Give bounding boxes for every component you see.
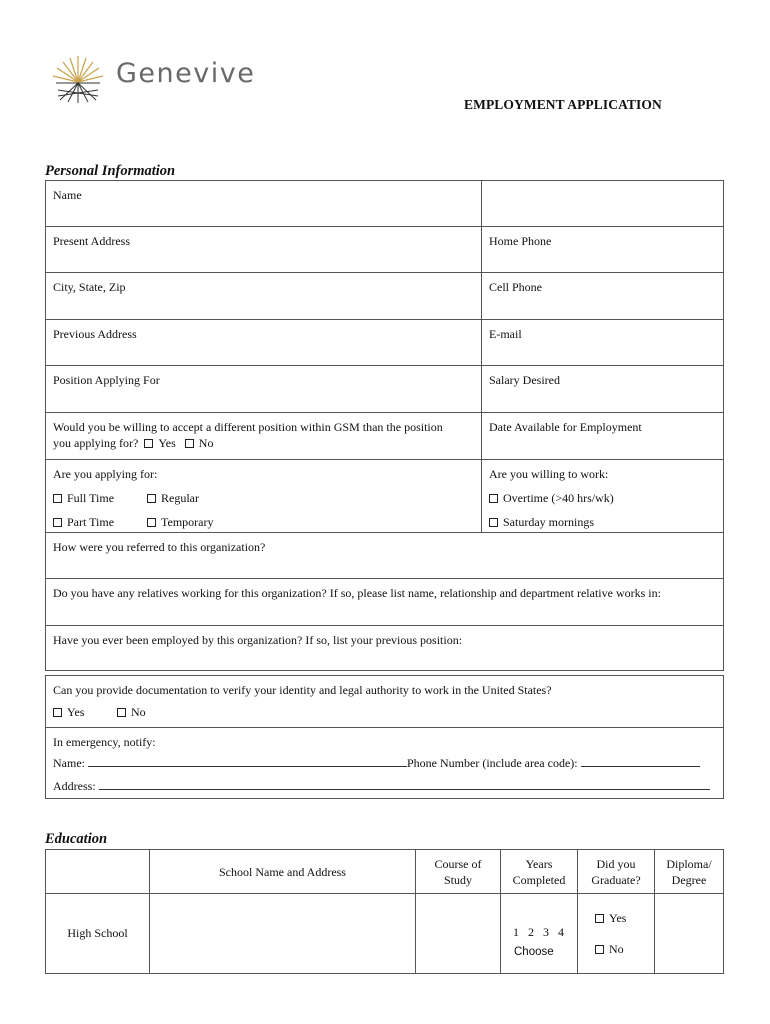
home-phone-field[interactable] <box>482 227 723 273</box>
regular-option[interactable] <box>147 490 199 506</box>
high-school-years-cell[interactable] <box>501 894 578 973</box>
referred-label: How were you referred to this organization? <box>53 540 266 554</box>
part-time-checkbox[interactable] <box>53 518 62 527</box>
graduate-no-label: No <box>609 942 624 956</box>
full-time-checkbox[interactable] <box>53 494 62 503</box>
legal-authority-cell <box>46 676 723 728</box>
different-position-yes-label: Yes <box>158 436 176 450</box>
legal-authority-yes-label: Yes <box>67 705 85 719</box>
emergency-label: In emergency, notify: <box>53 735 156 749</box>
emergency-name-row <box>53 755 700 771</box>
course-header-line2: Study <box>443 873 472 887</box>
willing-to-work-cell <box>482 460 723 533</box>
part-time-option[interactable] <box>53 514 114 530</box>
willing-to-work-label: Are you willing to work: <box>489 467 609 481</box>
temporary-option[interactable] <box>147 514 213 530</box>
part-time-label: Part Time <box>67 515 115 529</box>
high-school-label-cell <box>46 894 150 973</box>
saturday-checkbox[interactable] <box>489 518 498 527</box>
salary-field[interactable] <box>482 366 723 413</box>
referred-field[interactable] <box>46 533 723 579</box>
cell-phone-label: Cell Phone <box>489 280 542 294</box>
cell-phone-field[interactable] <box>482 273 723 320</box>
temporary-checkbox[interactable] <box>147 518 156 527</box>
legal-authority-no-label: No <box>131 705 146 719</box>
name-field-extra[interactable] <box>482 181 723 227</box>
overtime-label: Overtime (>40 hrs/wk) <box>503 491 614 505</box>
different-position-no-checkbox[interactable] <box>185 439 194 448</box>
emergency-address-input[interactable] <box>99 779 710 790</box>
graduate-no-checkbox[interactable] <box>595 945 604 954</box>
regular-checkbox[interactable] <box>147 494 156 503</box>
relatives-field[interactable] <box>46 579 723 626</box>
date-available-label: Date Available for Employment <box>489 420 642 434</box>
emergency-phone-input[interactable] <box>581 756 700 767</box>
document-title: EMPLOYMENT APPLICATION <box>464 97 662 112</box>
personal-info-table <box>45 180 724 671</box>
employed-before-label: Have you ever been employed by this organization? If so, list your previous position: <box>53 633 463 647</box>
graduate-header-line1: Did you <box>596 857 636 871</box>
personal-info-heading: Personal Information <box>45 163 176 179</box>
applying-for-cell <box>46 460 482 533</box>
company-logo <box>50 52 280 106</box>
high-school-diploma-input[interactable] <box>655 894 723 973</box>
different-position-cell <box>46 413 482 460</box>
diploma-header-cell <box>655 850 723 894</box>
city-state-zip-field[interactable] <box>46 273 482 320</box>
email-label: E-mail <box>489 327 522 341</box>
genevive-sunburst-icon <box>50 52 110 106</box>
years-header-line2: Completed <box>512 873 566 887</box>
overtime-checkbox[interactable] <box>489 494 498 503</box>
temporary-label: Temporary <box>161 515 214 529</box>
different-position-question-end: you applying for? <box>53 436 139 450</box>
years-header-cell <box>501 850 578 894</box>
graduate-no-option[interactable] <box>595 941 624 957</box>
legal-authority-no-checkbox[interactable] <box>117 708 126 717</box>
course-header-line1: Course of <box>434 857 482 871</box>
date-available-field[interactable] <box>482 413 723 460</box>
authority-emergency-table <box>45 675 724 799</box>
education-table <box>45 849 724 974</box>
position-field[interactable] <box>46 366 482 413</box>
email-field[interactable] <box>482 320 723 366</box>
emergency-address-row <box>53 778 710 794</box>
graduate-yes-option[interactable] <box>595 910 626 926</box>
emergency-address-label: Address: <box>53 779 96 793</box>
present-address-field[interactable] <box>46 227 482 273</box>
saturday-option[interactable] <box>489 514 594 530</box>
education-header-blank <box>46 850 150 894</box>
present-address-label: Present Address <box>53 234 130 248</box>
emergency-name-label: Name: <box>53 756 85 770</box>
previous-address-label: Previous Address <box>53 327 137 341</box>
name-label: Name <box>53 188 82 202</box>
emergency-phone-label: Phone Number (include area code): <box>407 756 578 770</box>
previous-address-field[interactable] <box>46 320 482 366</box>
education-heading: Education <box>45 831 108 847</box>
course-header-cell <box>416 850 501 894</box>
different-position-no-label: No <box>198 436 214 450</box>
school-name-header-cell <box>150 850 416 894</box>
city-state-zip-label: City, State, Zip <box>53 280 126 294</box>
logo-wordmark: Genevive <box>116 58 256 89</box>
full-time-label: Full Time <box>67 491 115 505</box>
name-field[interactable] <box>46 181 482 227</box>
full-time-option[interactable] <box>53 490 114 506</box>
position-label: Position Applying For <box>53 373 160 387</box>
graduate-yes-label: Yes <box>609 911 627 925</box>
school-name-header: School Name and Address <box>219 865 346 879</box>
diploma-header-line2: Degree <box>671 873 707 887</box>
different-position-answer-row <box>53 435 474 451</box>
legal-authority-no-option[interactable] <box>117 704 146 720</box>
legal-authority-yes-option[interactable] <box>53 704 84 720</box>
overtime-option[interactable] <box>489 490 614 506</box>
high-school-label: High School <box>67 926 128 940</box>
diploma-header-line1: Diploma/ <box>666 857 712 871</box>
different-position-question: Would you be willing to accept a different position within GSM than the position <box>53 420 443 434</box>
legal-authority-yes-checkbox[interactable] <box>53 708 62 717</box>
high-school-name-input[interactable] <box>150 894 416 973</box>
high-school-course-input[interactable] <box>416 894 501 973</box>
graduate-header-line2: Graduate? <box>591 873 641 887</box>
applying-for-label: Are you applying for: <box>53 467 158 481</box>
emergency-contact-cell <box>46 728 723 798</box>
relatives-label: Do you have any relatives working for this organization? If so, please list name, relationship and department relative works in: <box>53 586 661 600</box>
emergency-name-input[interactable] <box>88 756 407 767</box>
different-position-yes-checkbox[interactable] <box>144 439 153 448</box>
years-choose-dropdown[interactable]: Choose <box>514 946 554 958</box>
legal-authority-question: Can you provide documentation to verify your identity and legal authority to work in the United States? <box>53 683 552 697</box>
years-header-line1: Years <box>525 857 553 871</box>
years-options[interactable]: 1 2 3 4 <box>513 925 564 939</box>
graduate-header-cell <box>578 850 655 894</box>
salary-label: Salary Desired <box>489 373 560 387</box>
regular-label: Regular <box>161 491 199 505</box>
saturday-label: Saturday mornings <box>503 515 594 529</box>
home-phone-label: Home Phone <box>489 234 552 248</box>
high-school-graduate-cell <box>578 894 655 973</box>
graduate-yes-checkbox[interactable] <box>595 914 604 923</box>
employed-before-field[interactable] <box>46 626 723 670</box>
